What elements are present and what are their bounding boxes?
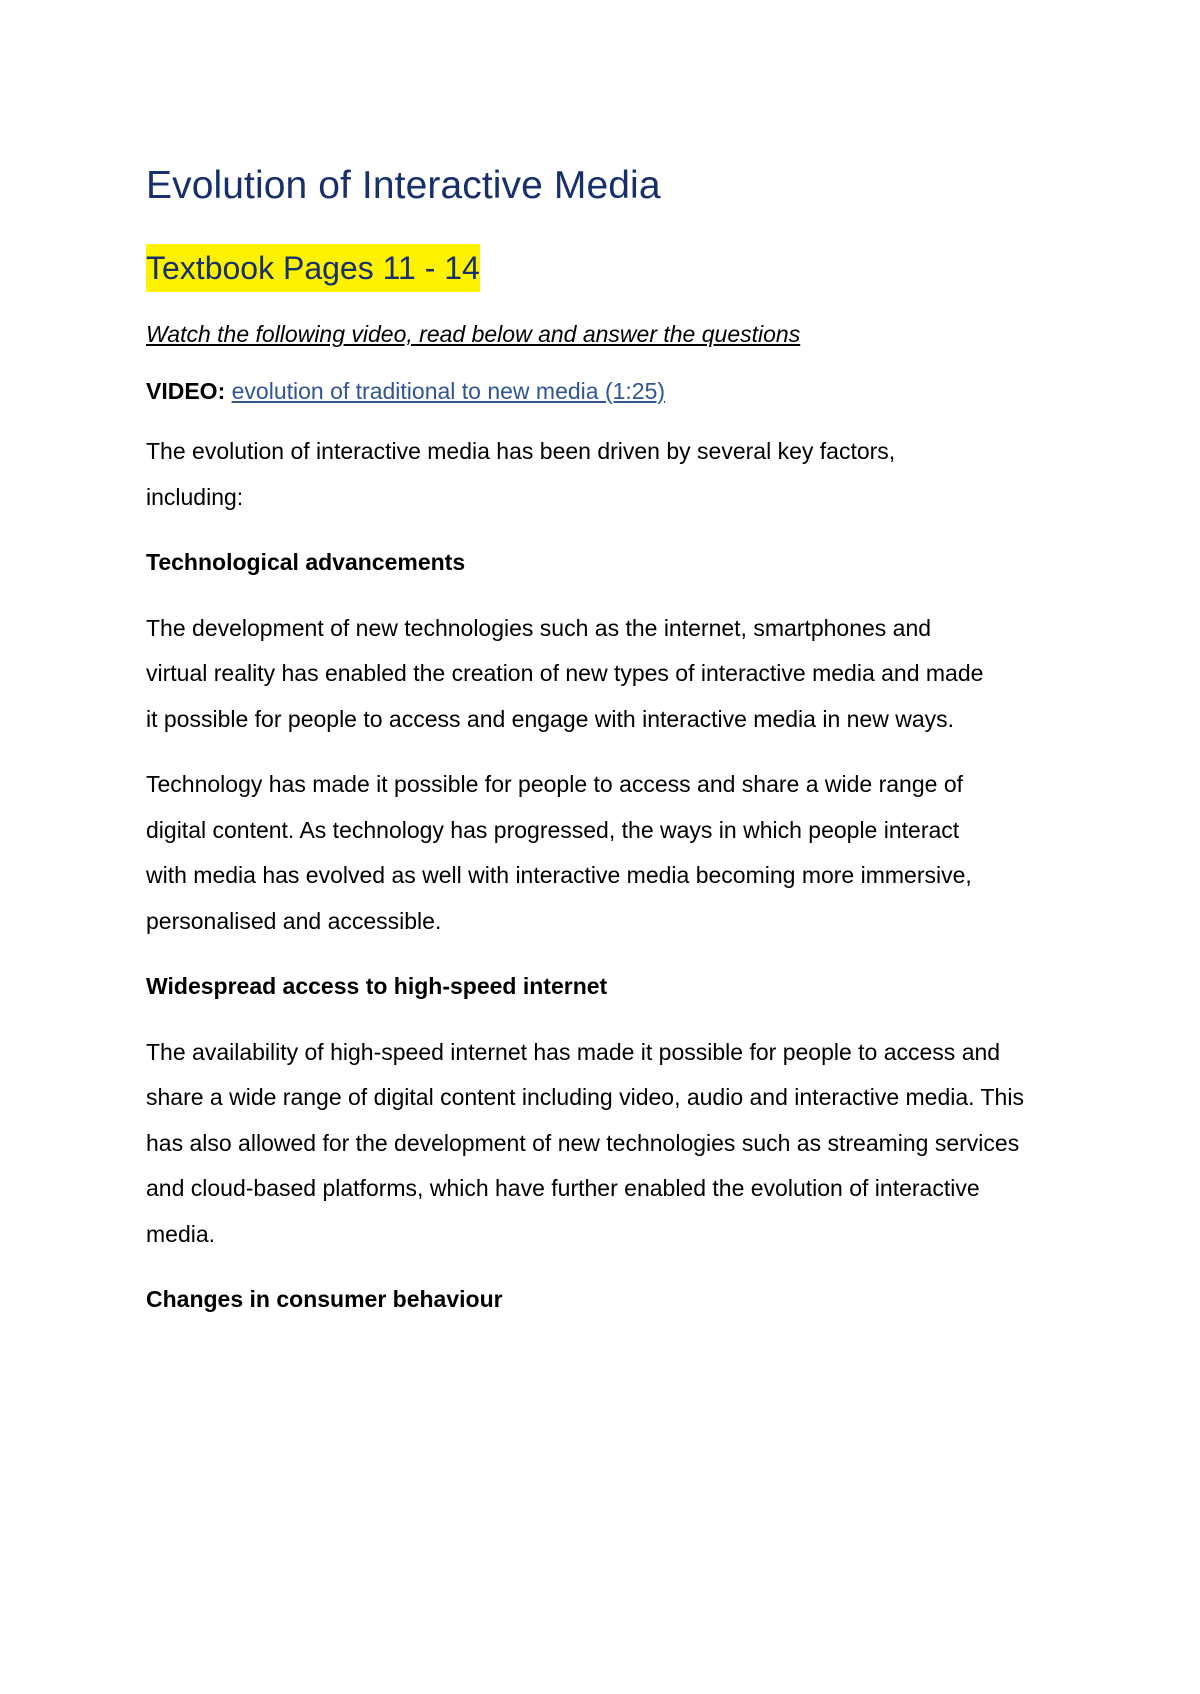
intro-paragraph: The evolution of interactive media has been driven by several key factors, including: [146,438,896,510]
paragraph-high-speed-internet-1: The availability of high-speed internet has made it possible for people to access and share a wide range of digital content including video, audio and interactive media. This has also allowed for the development of new technologies such as streaming services and cloud-based platforms, which have further enabled the evolution of interactive media. [146,1038,1024,1247]
video-line [146,378,1076,406]
video-label: VIDEO: [146,377,226,404]
paragraph-technological-2: Technology has made it possible for people to access and share a wide range of digital content. As technology has progressed, the ways in which people interact with media has evolved as well with interactive media becoming more immersive, personalised and accessible. [146,771,972,934]
document-body [146,166,1076,1323]
section-heading-technological: Technological advancements [146,549,466,576]
video-link[interactable]: evolution of traditional to new media (1:25) [231,377,666,404]
paragraph-technological-1: The development of new technologies such as the internet, smartphones and virtual reality has enabled the creation of new types of interactive media and made it possible for people to access and engage with interactive media in new ways. [146,614,984,732]
textbook-pages-highlight: Textbook Pages 11 - 14 [146,244,480,292]
instruction-text: Watch the following video, read below and answer the questions [146,321,801,347]
page-title: Evolution of Interactive Media [146,164,661,207]
section-heading-consumer-behaviour: Changes in consumer behaviour [146,1286,503,1313]
section-heading-high-speed-internet: Widespread access to high-speed internet [146,973,608,1000]
textbook-pages-heading [146,252,1076,284]
